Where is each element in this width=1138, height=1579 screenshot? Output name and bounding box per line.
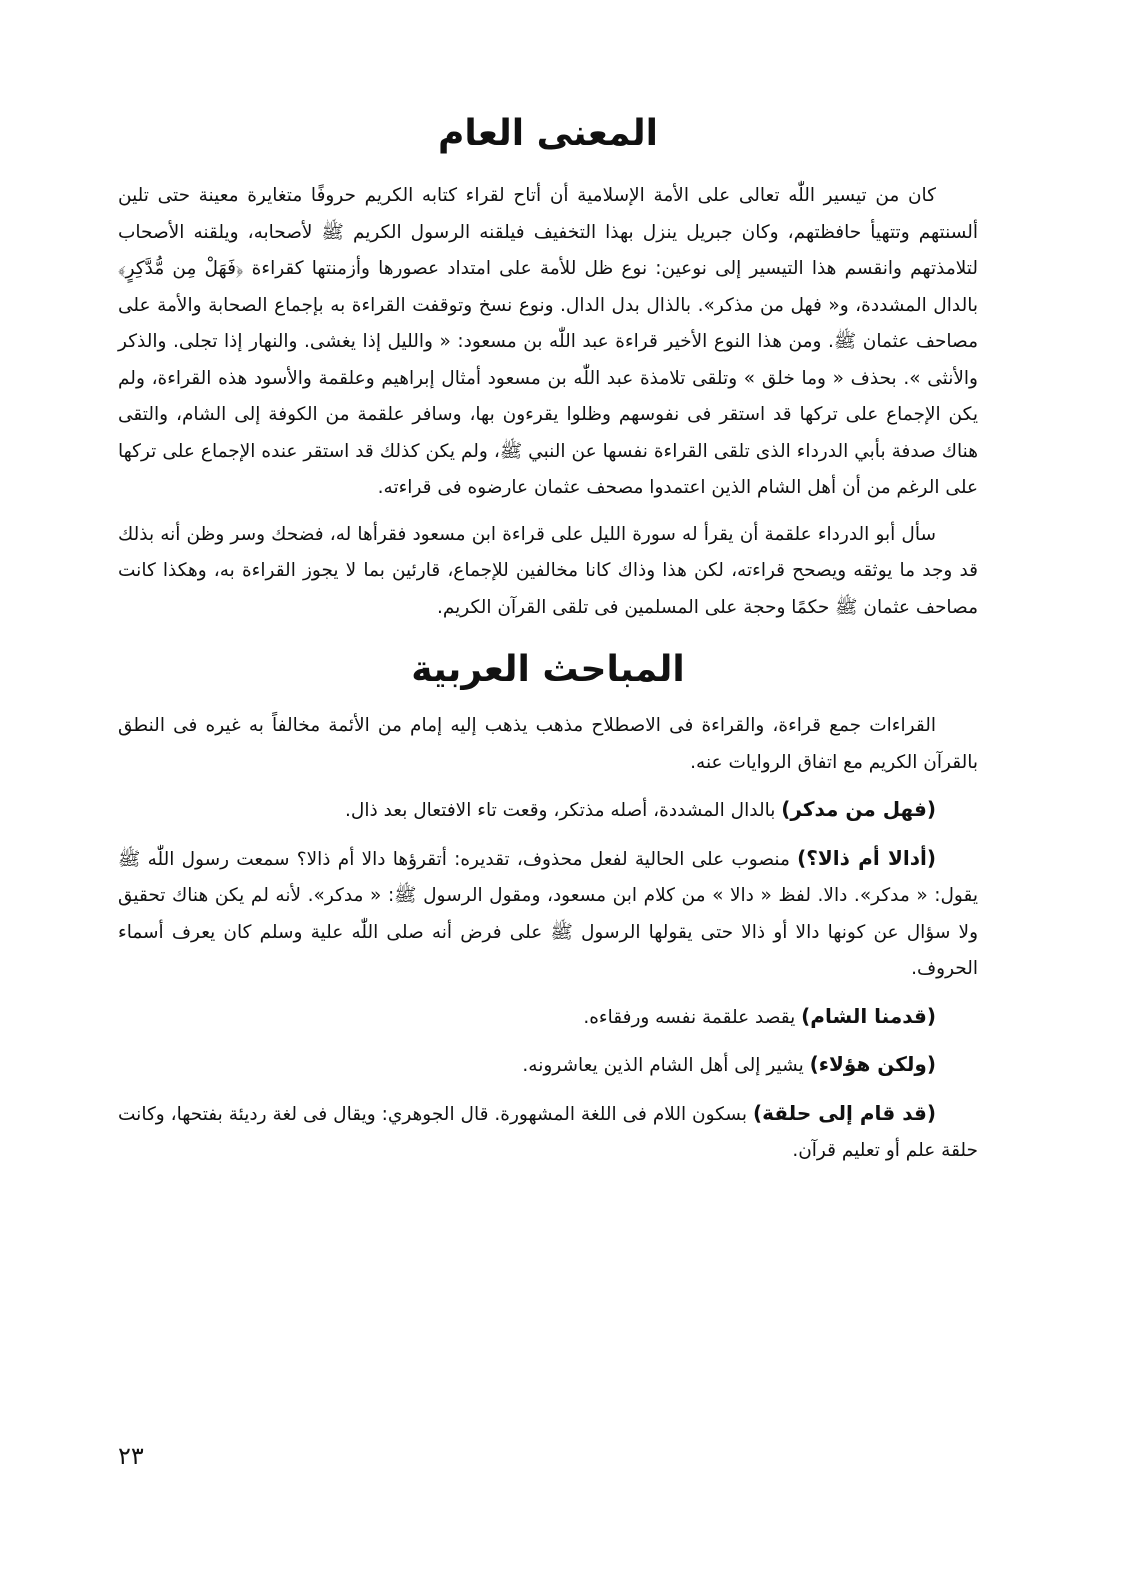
page-content xyxy=(118,108,978,1170)
note-text: يشير إلى أهل الشام الذين يعاشرونه. xyxy=(522,1055,810,1076)
note-term: (فهل من مدكر) xyxy=(781,797,936,821)
note-qad-qama-ila-halqa xyxy=(118,1095,978,1170)
section-title-general-meaning: المعنى العام xyxy=(437,113,659,154)
paragraph-general-meaning-1: كان من تيسير اللّٰه تعالى على الأمة الإسلامية أن أتاح لقراء كتابه الكريم حروفًا متغايرة معينة حتى تلين ألسنتهم وتتهيأ حافظتهم، وكان جبريل ينزل بهذا التخفيف فيلقنه الرسول الكريم ﷺ لأصحابه، ويلقنه الأصحاب لتلامذتهم وانقسم هذا التيسير إلى نوعين: نوع ظل للأمة على امتداد عصورها وأزمنتها كقراءة ﴿فَهَلْ مِن مُّدَّكِرٍ﴾ بالدال المشددة، و« فهل من مذكر». بالذال بدل الدال. ونوع نسخ وتوقفت القراءة به بإجماع الصحابة والأمة على مصاحف عثمان ﷺ. ومن هذا النوع الأخير قراءة عبد اللّٰه بن مسعود: « والليل إذا يغشى. والنهار إذا تجلى. والذكر والأنثى ». بحذف « وما خلق » وتلقى تلامذة عبد اللّٰه بن مسعود أمثال إبراهيم وعلقمة والأسود هذه القراءة، ولم يكن الإجماع على تركها قد استقر فى نفوسهم وظلوا يقرءون بها، وسافر علقمة من الكوفة إلى الشام، والتقى هناك صدفة بأبي الدرداء الذى تلقى القراءة نفسها عن النبي ﷺ، ولم يكن كذلك قد استقر عنده الإجماع على تركها على الرغم من أن أهل الشام الذين اعتمدوا مصحف عثمان عارضوه فى قراءته. xyxy=(118,185,978,498)
note-adalan-am-dhalan xyxy=(118,840,978,988)
note-text: بالدال المشددة، أصله مذتكر، وقعت تاء الافتعال بعد ذال. xyxy=(345,800,782,821)
note-text: منصوب على الحالية لفعل محذوف، تقديره: أتقرؤها دالا أم ذالا؟ سمعت رسول اللّٰه ﷺ يقول: « مدكر». دالا. لفظ « دالا » من كلام ابن مسعود، ومقول الرسول ﷺ: « مدكر». لأنه لم يكن هناك تحقيق ولا سؤال عن كونها دالا أو ذالا حتى يقولها الرسول ﷺ على فرض أنه صلى اللّٰه علية وسلم كان يعرف أسماء الحروف. xyxy=(118,848,978,979)
note-term: (ولكن هؤلاء) xyxy=(809,1052,936,1076)
note-term: (قدمنا الشام) xyxy=(801,1003,936,1028)
paragraph-arabic-studies-intro: القراءات جمع قراءة، والقراءة فى الاصطلاح مذهب يذهب إليه إمام من الأئمة مخالفاً به غيره فى النطق بالقرآن الكريم مع اتفاق الروايات عنه. xyxy=(118,715,978,773)
note-walakin-haulai xyxy=(118,1046,978,1085)
note-text: بسكون اللام فى اللغة المشهورة. قال الجوهري: ويقال فى لغة رديئة بفتحها، وكانت حلقة علم أو تعليم قرآن. xyxy=(118,1103,978,1161)
note-term: (قد قام إلى حلقة) xyxy=(753,1100,936,1125)
note-qadimna-al-sham xyxy=(118,998,978,1037)
note-fahal-min-muddakir xyxy=(118,791,978,830)
paragraph-general-meaning-2: سأل أبو الدرداء علقمة أن يقرأ له سورة الليل على قراءة ابن مسعود فقرأها له، فضحك وسر وظن أنه بذلك قد وجد ما يوثقه ويصحح قراءته، لكن هذا وذاك كانا مخالفين للإجماع، قارئين بما لا يجوز القراءة به، وهكذا كانت مصاحف عثمان ﷺ حكمًا وحجة على المسلمين فى تلقى القرآن الكريم. xyxy=(118,523,978,618)
note-term: (أدالا أم ذالا؟) xyxy=(797,845,937,870)
section-title-arabic-studies: المباحث العربية xyxy=(411,649,685,690)
note-text: يقصد علقمة نفسه ورفقاءه. xyxy=(583,1006,802,1028)
page-number: ٢٣ xyxy=(118,1442,144,1470)
